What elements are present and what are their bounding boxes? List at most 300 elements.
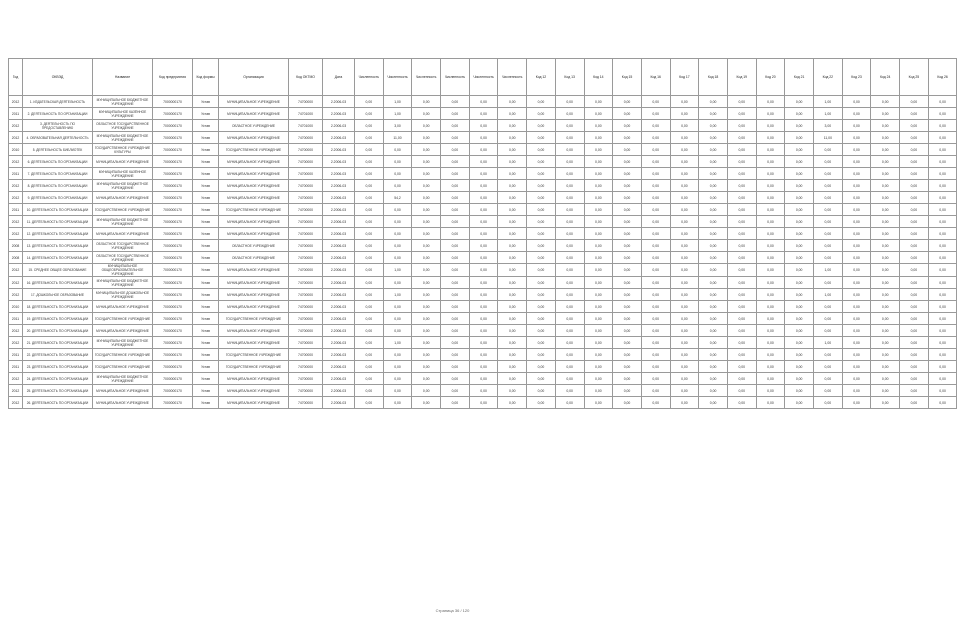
cell-value: 0,00 bbox=[928, 397, 957, 409]
cell-okved: 23. ДЕЯТЕЛЬНОСТЬ ПО ОРГАНИЗАЦИИ bbox=[23, 361, 93, 373]
cell-year: 2011 bbox=[9, 168, 23, 180]
cell-date: 2.2006-03 bbox=[323, 397, 355, 409]
cell-date: 2.2006-03 bbox=[323, 264, 355, 277]
cell-form: Устав bbox=[193, 252, 219, 264]
cell-date: 2.2006-03 bbox=[323, 301, 355, 313]
cell-value: 0,00 bbox=[670, 252, 699, 264]
cell-value: 0,00 bbox=[412, 180, 441, 192]
cell-year: 2012 bbox=[9, 373, 23, 385]
cell-value: 0,00 bbox=[756, 301, 785, 313]
column-header: Название bbox=[93, 59, 153, 96]
cell-date: 2.2006-03 bbox=[323, 240, 355, 252]
cell-form: Устав bbox=[193, 301, 219, 313]
cell-org: МУНИЦИПАЛЬНОЕ УЧРЕЖДЕНИЕ bbox=[219, 289, 289, 301]
cell-name: МУНИЦИПАЛЬНОЕ БЮДЖЕТНОЕ УЧРЕЖДЕНИЕ bbox=[93, 337, 153, 349]
cell-value: 0,00 bbox=[756, 204, 785, 216]
cell-value: 0,00 bbox=[727, 216, 756, 228]
cell-org: ГОСУДАРСТВЕННОЕ УЧРЕЖДЕНИЕ bbox=[219, 144, 289, 156]
cell-value: 0,00 bbox=[383, 373, 412, 385]
cell-value: 0,00 bbox=[355, 108, 384, 120]
cell-value: 0,00 bbox=[871, 349, 900, 361]
cell-value: 0,00 bbox=[641, 108, 670, 120]
cell-name: МУНИЦИПАЛЬНОЕ УЧРЕЖДЕНИЕ bbox=[93, 301, 153, 313]
cell-value: 0,00 bbox=[785, 289, 814, 301]
cell-code: 7000000170 bbox=[153, 264, 193, 277]
column-header: Организация bbox=[219, 59, 289, 96]
cell-value: 0,00 bbox=[928, 180, 957, 192]
cell-date: 2.2006-03 bbox=[323, 132, 355, 144]
cell-value: 0,00 bbox=[469, 325, 498, 337]
cell-value: 0,00 bbox=[641, 168, 670, 180]
cell-value: 0,00 bbox=[900, 204, 929, 216]
column-header: Численность bbox=[441, 59, 470, 96]
cell-name: МУНИЦИПАЛЬНОЕ БЮДЖЕТНОЕ УЧРЕЖДЕНИЕ bbox=[93, 277, 153, 289]
cell-value: 0,00 bbox=[756, 252, 785, 264]
cell-value: 0,00 bbox=[727, 168, 756, 180]
cell-value: 0,00 bbox=[441, 204, 470, 216]
cell-value: 0,00 bbox=[641, 228, 670, 240]
cell-value: 0,00 bbox=[727, 301, 756, 313]
cell-value: 0,00 bbox=[871, 132, 900, 144]
cell-value: 0,00 bbox=[756, 96, 785, 108]
cell-oktmo: 74700000 bbox=[289, 313, 323, 325]
cell-value: 0,00 bbox=[613, 132, 642, 144]
cell-value: 0,00 bbox=[727, 397, 756, 409]
column-header: Код 18 bbox=[699, 59, 728, 96]
cell-value: 0,00 bbox=[412, 264, 441, 277]
cell-value: 0,00 bbox=[785, 397, 814, 409]
cell-okved: 11. ДЕЯТЕЛЬНОСТЬ ПО ОРГАНИЗАЦИИ bbox=[23, 216, 93, 228]
cell-value: 0,00 bbox=[699, 252, 728, 264]
cell-form: Устав bbox=[193, 385, 219, 397]
cell-value: 0,00 bbox=[555, 156, 584, 168]
cell-value: 0,00 bbox=[900, 385, 929, 397]
cell-value: 0,00 bbox=[555, 96, 584, 108]
cell-okved: 8. ДЕЯТЕЛЬНОСТЬ ПО ОРГАНИЗАЦИИ bbox=[23, 180, 93, 192]
cell-value: 0,00 bbox=[584, 240, 613, 252]
cell-oktmo: 74700000 bbox=[289, 264, 323, 277]
cell-value: 0,00 bbox=[412, 289, 441, 301]
cell-value: 0,00 bbox=[900, 373, 929, 385]
cell-date: 2.2006-03 bbox=[323, 192, 355, 204]
cell-value: 0,00 bbox=[613, 192, 642, 204]
cell-value: 0,00 bbox=[527, 252, 556, 264]
cell-oktmo: 74700000 bbox=[289, 180, 323, 192]
cell-value: 0,00 bbox=[498, 385, 527, 397]
table-row bbox=[9, 301, 957, 313]
cell-value: 0,00 bbox=[584, 252, 613, 264]
cell-value: 0,00 bbox=[928, 313, 957, 325]
cell-value: 0,00 bbox=[555, 192, 584, 204]
cell-value: 0,00 bbox=[527, 301, 556, 313]
cell-value: 0,00 bbox=[355, 204, 384, 216]
cell-value: 0,00 bbox=[355, 289, 384, 301]
cell-value: 0,00 bbox=[814, 325, 843, 337]
cell-value: 0,00 bbox=[670, 264, 699, 277]
cell-value: 0,00 bbox=[355, 313, 384, 325]
cell-oktmo: 74700000 bbox=[289, 252, 323, 264]
cell-value: 0,00 bbox=[842, 228, 871, 240]
cell-name: МУНИЦИПАЛЬНОЕ УЧРЕЖДЕНИЕ bbox=[93, 228, 153, 240]
cell-value: 0,00 bbox=[613, 240, 642, 252]
cell-value: 0,00 bbox=[756, 349, 785, 361]
cell-value: 0,00 bbox=[383, 180, 412, 192]
cell-value: 0,00 bbox=[355, 264, 384, 277]
cell-value: 0,00 bbox=[527, 313, 556, 325]
cell-value: 0,00 bbox=[355, 228, 384, 240]
table-row bbox=[9, 252, 957, 264]
cell-name: МУНИЦИПАЛЬНОЕ КАЗЁННОЕ УЧРЕЖДЕНИЕ bbox=[93, 168, 153, 180]
cell-value: 0,00 bbox=[498, 240, 527, 252]
cell-value: 0,00 bbox=[670, 385, 699, 397]
cell-value: 0,00 bbox=[871, 313, 900, 325]
cell-value: 0,00 bbox=[871, 240, 900, 252]
cell-okved: 19. ДЕЯТЕЛЬНОСТЬ ПО ОРГАНИЗАЦИИ bbox=[23, 313, 93, 325]
column-header: Численность bbox=[469, 59, 498, 96]
cell-value: 0,00 bbox=[785, 349, 814, 361]
cell-value: 0,00 bbox=[814, 228, 843, 240]
cell-value: 0,00 bbox=[613, 337, 642, 349]
column-header: Код 17 bbox=[670, 59, 699, 96]
cell-code: 7000000170 bbox=[153, 228, 193, 240]
cell-value: 0,00 bbox=[613, 252, 642, 264]
cell-value: 0,00 bbox=[756, 337, 785, 349]
cell-value: 0,00 bbox=[871, 144, 900, 156]
cell-value: 0,00 bbox=[814, 216, 843, 228]
cell-value: 0,00 bbox=[355, 132, 384, 144]
cell-value: 0,00 bbox=[756, 192, 785, 204]
cell-value: 0,00 bbox=[871, 180, 900, 192]
cell-value: 0,00 bbox=[527, 180, 556, 192]
cell-value: 0,00 bbox=[842, 156, 871, 168]
table-row bbox=[9, 313, 957, 325]
cell-value: 0,00 bbox=[842, 337, 871, 349]
cell-code: 7000000170 bbox=[153, 252, 193, 264]
cell-value: 0,00 bbox=[814, 349, 843, 361]
cell-org: МУНИЦИПАЛЬНОЕ УЧРЕЖДЕНИЕ bbox=[219, 385, 289, 397]
cell-value: 0,00 bbox=[699, 192, 728, 204]
cell-value: 0,00 bbox=[527, 337, 556, 349]
cell-value: 0,00 bbox=[928, 168, 957, 180]
cell-value: 0,00 bbox=[699, 289, 728, 301]
page-footer: Страница 36 / 120 bbox=[435, 608, 470, 613]
cell-code: 7000000170 bbox=[153, 397, 193, 409]
column-header: Код 21 bbox=[785, 59, 814, 96]
cell-code: 7000000170 bbox=[153, 96, 193, 108]
cell-year: 2008 bbox=[9, 252, 23, 264]
table-body bbox=[9, 96, 957, 409]
cell-value: 0,00 bbox=[814, 373, 843, 385]
cell-form: Устав bbox=[193, 96, 219, 108]
cell-value: 0,00 bbox=[900, 168, 929, 180]
cell-year: 2012 bbox=[9, 132, 23, 144]
cell-oktmo: 74700000 bbox=[289, 144, 323, 156]
cell-value: 0,00 bbox=[785, 373, 814, 385]
cell-value: 0,00 bbox=[441, 132, 470, 144]
cell-value: 0,00 bbox=[355, 216, 384, 228]
cell-form: Устав bbox=[193, 361, 219, 373]
column-header: Код 25 bbox=[900, 59, 929, 96]
cell-value: 0,00 bbox=[928, 192, 957, 204]
cell-value: 0,00 bbox=[412, 204, 441, 216]
cell-value: 0,00 bbox=[699, 277, 728, 289]
cell-value: 0,00 bbox=[641, 325, 670, 337]
cell-value: 0,00 bbox=[871, 204, 900, 216]
cell-value: 1,00 bbox=[814, 337, 843, 349]
cell-value: 0,00 bbox=[756, 216, 785, 228]
cell-value: 0,00 bbox=[871, 192, 900, 204]
cell-value: 0,00 bbox=[756, 361, 785, 373]
cell-value: 0,00 bbox=[555, 277, 584, 289]
table-row bbox=[9, 144, 957, 156]
cell-value: 0,00 bbox=[842, 240, 871, 252]
cell-form: Устав bbox=[193, 373, 219, 385]
cell-value: 0,00 bbox=[727, 228, 756, 240]
cell-okved: 3. ДЕЯТЕЛЬНОСТЬ ПО ПРЕДОСТАВЛЕНИЮ bbox=[23, 120, 93, 132]
cell-value: 0,00 bbox=[842, 373, 871, 385]
table-row bbox=[9, 337, 957, 349]
cell-org: МУНИЦИПАЛЬНОЕ УЧРЕЖДЕНИЕ bbox=[219, 301, 289, 313]
cell-org: ГОСУДАРСТВЕННОЕ УЧРЕЖДЕНИЕ bbox=[219, 349, 289, 361]
cell-year: 2012 bbox=[9, 337, 23, 349]
cell-oktmo: 74700000 bbox=[289, 337, 323, 349]
cell-value: 0,00 bbox=[469, 337, 498, 349]
cell-value: 0,00 bbox=[441, 264, 470, 277]
cell-value: 0,00 bbox=[613, 397, 642, 409]
cell-value: 0,00 bbox=[756, 132, 785, 144]
cell-value: 0,00 bbox=[785, 156, 814, 168]
cell-value: 0,00 bbox=[871, 373, 900, 385]
cell-value: 0,00 bbox=[441, 216, 470, 228]
cell-oktmo: 74700000 bbox=[289, 277, 323, 289]
cell-value: 0,00 bbox=[756, 277, 785, 289]
cell-date: 2.2006-03 bbox=[323, 337, 355, 349]
cell-value: 0,00 bbox=[469, 349, 498, 361]
cell-value: 0,00 bbox=[641, 216, 670, 228]
cell-year: 2012 bbox=[9, 397, 23, 409]
cell-value: 0,00 bbox=[641, 240, 670, 252]
cell-value: 0,00 bbox=[871, 325, 900, 337]
cell-org: МУНИЦИПАЛЬНОЕ УЧРЕЖДЕНИЕ bbox=[219, 373, 289, 385]
column-header: Код 13 bbox=[555, 59, 584, 96]
cell-code: 7000000170 bbox=[153, 120, 193, 132]
cell-value: 0,00 bbox=[498, 144, 527, 156]
cell-value: 0,00 bbox=[469, 120, 498, 132]
cell-value: 0,00 bbox=[469, 156, 498, 168]
cell-value: 0,00 bbox=[584, 216, 613, 228]
cell-value: 0,00 bbox=[756, 313, 785, 325]
cell-value: 0,00 bbox=[412, 96, 441, 108]
cell-value: 0,00 bbox=[928, 373, 957, 385]
cell-value: 0,00 bbox=[900, 313, 929, 325]
cell-value: 0,00 bbox=[469, 385, 498, 397]
cell-value: 0,00 bbox=[641, 397, 670, 409]
cell-value: 0,00 bbox=[670, 216, 699, 228]
cell-value: 0,00 bbox=[756, 264, 785, 277]
cell-value: 0,00 bbox=[441, 240, 470, 252]
cell-value: 11,00 bbox=[383, 132, 412, 144]
cell-value: 0,00 bbox=[670, 204, 699, 216]
cell-value: 0,00 bbox=[584, 168, 613, 180]
cell-name: ГОСУДАРСТВЕННОЕ УЧРЕЖДЕНИЕ bbox=[93, 313, 153, 325]
cell-value: 1,00 bbox=[814, 289, 843, 301]
cell-value: 0,00 bbox=[928, 156, 957, 168]
cell-value: 0,00 bbox=[584, 301, 613, 313]
cell-value: 0,00 bbox=[584, 204, 613, 216]
cell-org: МУНИЦИПАЛЬНОЕ УЧРЕЖДЕНИЕ bbox=[219, 192, 289, 204]
cell-value: 0,00 bbox=[842, 168, 871, 180]
cell-value: 0,00 bbox=[814, 204, 843, 216]
cell-value: 0,00 bbox=[441, 120, 470, 132]
cell-value: 0,00 bbox=[900, 228, 929, 240]
cell-date: 2.2006-03 bbox=[323, 385, 355, 397]
cell-oktmo: 74700000 bbox=[289, 240, 323, 252]
cell-value: 0,00 bbox=[900, 264, 929, 277]
cell-year: 2012 bbox=[9, 277, 23, 289]
cell-date: 2.2006-03 bbox=[323, 289, 355, 301]
cell-year: 2010 bbox=[9, 301, 23, 313]
cell-year: 2011 bbox=[9, 349, 23, 361]
table-row bbox=[9, 180, 957, 192]
cell-year: 2011 bbox=[9, 108, 23, 120]
cell-oktmo: 74700000 bbox=[289, 373, 323, 385]
cell-value: 1,00 bbox=[814, 108, 843, 120]
cell-value: 0,00 bbox=[412, 132, 441, 144]
cell-value: 0,00 bbox=[842, 192, 871, 204]
cell-value: 0,00 bbox=[641, 349, 670, 361]
cell-value: 0,00 bbox=[469, 204, 498, 216]
cell-value: 0,00 bbox=[412, 120, 441, 132]
cell-value: 0,00 bbox=[842, 252, 871, 264]
cell-value: 0,00 bbox=[871, 156, 900, 168]
cell-oktmo: 74700000 bbox=[289, 192, 323, 204]
cell-value: 0,00 bbox=[871, 108, 900, 120]
cell-value: 0,00 bbox=[383, 301, 412, 313]
cell-date: 2.2006-03 bbox=[323, 277, 355, 289]
cell-value: 1,00 bbox=[383, 264, 412, 277]
cell-value: 0,00 bbox=[527, 156, 556, 168]
cell-value: 0,00 bbox=[785, 120, 814, 132]
column-header: Код 19 bbox=[727, 59, 756, 96]
cell-value: 0,00 bbox=[928, 216, 957, 228]
cell-value: 0,00 bbox=[670, 361, 699, 373]
table-row bbox=[9, 108, 957, 120]
cell-value: 0,00 bbox=[383, 277, 412, 289]
cell-date: 2.2006-03 bbox=[323, 361, 355, 373]
cell-oktmo: 74700000 bbox=[289, 156, 323, 168]
cell-value: 0,00 bbox=[355, 240, 384, 252]
table-row bbox=[9, 204, 957, 216]
column-header: Код 24 bbox=[871, 59, 900, 96]
cell-value: 0,00 bbox=[498, 156, 527, 168]
cell-value: 0,00 bbox=[555, 108, 584, 120]
cell-value: 0,00 bbox=[699, 240, 728, 252]
cell-oktmo: 74700000 bbox=[289, 204, 323, 216]
cell-okved: 21. ДЕЯТЕЛЬНОСТЬ ПО ОРГАНИЗАЦИИ bbox=[23, 337, 93, 349]
cell-value: 0,00 bbox=[641, 264, 670, 277]
cell-code: 7000000170 bbox=[153, 204, 193, 216]
cell-value: 0,00 bbox=[928, 204, 957, 216]
cell-value: 0,00 bbox=[900, 397, 929, 409]
cell-value: 0,00 bbox=[355, 373, 384, 385]
cell-value: 0,00 bbox=[555, 240, 584, 252]
cell-value: 0,00 bbox=[355, 252, 384, 264]
cell-value: 0,00 bbox=[412, 240, 441, 252]
cell-value: 0,00 bbox=[842, 144, 871, 156]
cell-date: 2.2006-03 bbox=[323, 96, 355, 108]
cell-value: 0,00 bbox=[871, 361, 900, 373]
cell-value: 0,00 bbox=[699, 313, 728, 325]
cell-form: Устав bbox=[193, 289, 219, 301]
cell-form: Устав bbox=[193, 156, 219, 168]
cell-form: Устав bbox=[193, 120, 219, 132]
cell-value: 1,00 bbox=[383, 289, 412, 301]
cell-value: 0,00 bbox=[928, 361, 957, 373]
cell-value: 0,00 bbox=[383, 144, 412, 156]
cell-value: 0,00 bbox=[842, 289, 871, 301]
cell-value: 0,00 bbox=[699, 96, 728, 108]
cell-value: 0,00 bbox=[498, 132, 527, 144]
cell-value: 0,00 bbox=[469, 264, 498, 277]
cell-value: 0,00 bbox=[441, 277, 470, 289]
cell-org: ОБЛАСТНОЕ УЧРЕЖДЕНИЕ bbox=[219, 252, 289, 264]
cell-value: 0,00 bbox=[441, 168, 470, 180]
table-row bbox=[9, 277, 957, 289]
column-header: Код формы bbox=[193, 59, 219, 96]
cell-value: 0,00 bbox=[928, 385, 957, 397]
cell-okved: 6. ДЕЯТЕЛЬНОСТЬ ПО ОРГАНИЗАЦИИ bbox=[23, 156, 93, 168]
table-row bbox=[9, 385, 957, 397]
cell-year: 2011 bbox=[9, 361, 23, 373]
cell-value: 0,00 bbox=[355, 361, 384, 373]
cell-value: 0,00 bbox=[469, 96, 498, 108]
cell-value: 0,00 bbox=[412, 168, 441, 180]
cell-name: МУНИЦИПАЛЬНОЕ БЮДЖЕТНОЕ УЧРЕЖДЕНИЕ bbox=[93, 373, 153, 385]
cell-oktmo: 74700000 bbox=[289, 385, 323, 397]
cell-value: 0,00 bbox=[584, 289, 613, 301]
cell-value: 1,00 bbox=[814, 264, 843, 277]
cell-value: 0,00 bbox=[756, 240, 785, 252]
cell-year: 2012 bbox=[9, 120, 23, 132]
cell-value: 0,00 bbox=[441, 156, 470, 168]
cell-value: 0,00 bbox=[355, 397, 384, 409]
cell-value: 0,00 bbox=[412, 216, 441, 228]
cell-value: 0,00 bbox=[555, 313, 584, 325]
cell-value: 0,00 bbox=[670, 108, 699, 120]
cell-year: 2011 bbox=[9, 204, 23, 216]
cell-value: 0,00 bbox=[785, 240, 814, 252]
cell-code: 7000000170 bbox=[153, 144, 193, 156]
cell-org: ГОСУДАРСТВЕННОЕ УЧРЕЖДЕНИЕ bbox=[219, 361, 289, 373]
cell-okved: 4. ОБРАЗОВАТЕЛЬНАЯ ДЕЯТЕЛЬНОСТЬ bbox=[23, 132, 93, 144]
cell-value: 0,00 bbox=[871, 337, 900, 349]
cell-code: 7000000170 bbox=[153, 132, 193, 144]
cell-value: 0,00 bbox=[871, 301, 900, 313]
cell-value: 1,00 bbox=[383, 108, 412, 120]
cell-value: 0,00 bbox=[527, 277, 556, 289]
cell-value: 0,00 bbox=[555, 228, 584, 240]
cell-value: 0,00 bbox=[641, 132, 670, 144]
cell-value: 0,00 bbox=[785, 192, 814, 204]
cell-value: 0,00 bbox=[900, 216, 929, 228]
cell-value: 0,00 bbox=[527, 132, 556, 144]
column-header: Код 16 bbox=[641, 59, 670, 96]
cell-value: 0,00 bbox=[641, 96, 670, 108]
cell-value: 0,00 bbox=[469, 397, 498, 409]
cell-value: 0,00 bbox=[613, 349, 642, 361]
cell-value: 0,00 bbox=[785, 168, 814, 180]
cell-value: 0,00 bbox=[355, 385, 384, 397]
